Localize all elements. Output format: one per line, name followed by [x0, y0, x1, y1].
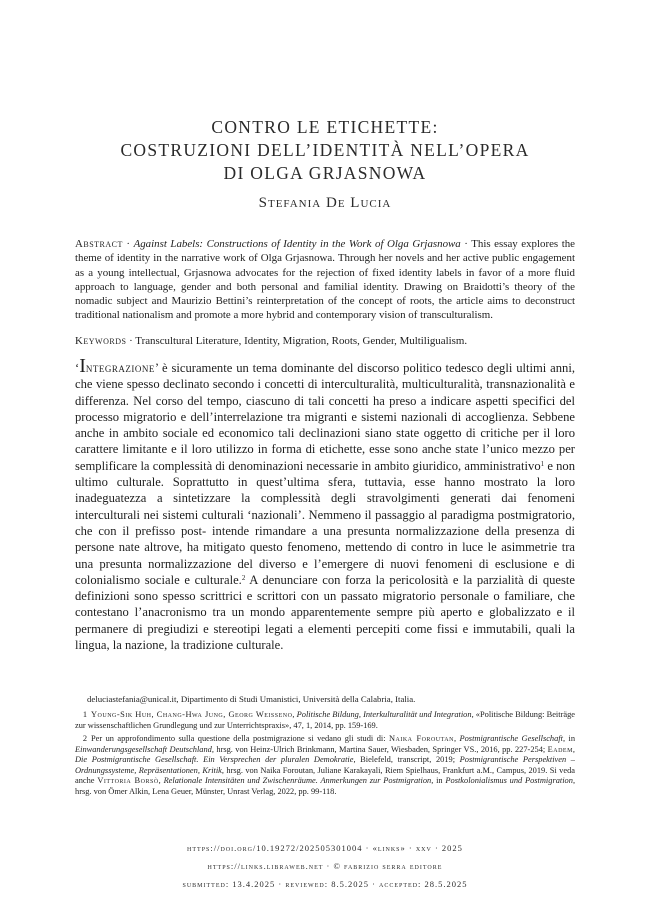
drop-initial: I	[79, 355, 86, 377]
keywords-text: · Transcultural Literature, Identity, Migration, Roots, Gender, Multiligualism.	[126, 335, 468, 347]
body-paragraph	[75, 355, 576, 653]
footnote-2-number: 2	[82, 734, 87, 743]
fn2-text-1: Per un approfondimento sulla questione della postmigrazione si vedano gli studi di:	[91, 734, 389, 743]
fn2-text-6: , in	[431, 776, 446, 786]
fn2-title-3: Die Postmigrantische Gesellschaft. Ein Versprechen der pluralen Demokratie	[75, 755, 354, 765]
fn2-title-2: Einwanderungsgesellschaft Deutschland	[75, 744, 212, 754]
fn2-text-4: , Bielefeld, transcript, 2019;	[353, 755, 460, 765]
abstract-text: · This essay explores the theme of identity in the narrative work of Olga Grjasnowa. Through her novels and her active public engagement as a young intellectual, Grjasnowa advocates for the rejection of fixed identity labels in favor of a more fluid approach to language, gender and both personal and familial identity. Drawing on Braidotti’s theory of the nomadic subject and Maurizio Bettini’s reinterpretation of the concept of roots, the article aims to deconstruct traditional nationalism and promote a more hybrid and contemporary vision of transculturalism.	[75, 238, 575, 322]
keywords	[75, 334, 575, 348]
fn2-text-5: , hrsg. von Naika Foroutan, Juliane Karakayali, Riem Spielhaus, Frankfurt a.M., Campus, 2019. Si veda anche	[75, 765, 575, 786]
fn2-sep-3: ,	[158, 776, 164, 786]
fn2-text-7: , hrsg. von Ömer Alkin, Lena Geuer, Münster, Unrast Verlag, 2022, pp. 99-118.	[75, 776, 576, 796]
body-part-1: ’ è sicuramente un tema dominante del discorso politico tedesco degli ultimi anni, che viene spesso declinato secondo i concetti di interculturalità, multiculturalità, transnazionalità e differenza. Nel corso del tempo, ciascuno di tali concetti ha preso a indicare aspetti specifici del processo migratorio e dell’interrelazione tra migranti e sistemi nazionali di accoglienza. Sebbene anche in ambito sociale ed economico tali declinazioni siano state oggetto di critiche per il loro carattere limitante e il loro utilizzo in forma di etichette, esse sono anche state l’unico mezzo per semplificare la complessità di denominazioni necessarie in ambito giuridico, amministrativo	[75, 361, 575, 473]
title-line-1: CONTRO LE ETICHETTE:	[211, 117, 439, 137]
fn2-sep-1: ,	[453, 734, 460, 743]
footnote-1-title: Politische Bildung, Interkulturalität und Integration	[296, 710, 472, 719]
first-word: ntegrazione	[85, 361, 155, 375]
fn2-author-3: Vittoria Borsò	[97, 776, 159, 786]
keywords-label: Keywords	[75, 335, 127, 347]
footnote-ref-2[interactable]: 2	[241, 573, 246, 582]
body-part-3: A denunciare con forza la pericolosità e la parzialità di queste definizioni sono spesso scrittrici e scrittori con un passato migratorio personale o familiare, che contestano l’anacronismo tra un mondo apparentemente sempre più aperto e globalizzato e il permanere di pregiudizi e stereotipi legati a elementi percepiti come fissi e immutabili, quali la lingua, la nazione, la tradizione culturale.	[75, 572, 575, 653]
author-affiliation: deluciastefania@unical.it, Dipartimento di Studi Umanistici, Università della Calabria, Italia.	[87, 694, 416, 704]
fn2-title-6: Postkolonialismus und Postmigration	[445, 776, 573, 786]
article-title	[0, 116, 650, 185]
abstract-title: Against Labels: Constructions of Identity in the Work of Olga Grjasnowa	[133, 238, 461, 250]
fn2-text-2: , in	[562, 734, 576, 743]
footnote-1-authors: Young-Sik Huh, Chang-Hwa Jung, Georg Weisseno	[91, 710, 293, 719]
abstract	[75, 237, 575, 323]
footnote-ref-1[interactable]: 1	[540, 459, 545, 468]
fn2-title-5: Relationale Intensitäten und Zwischenräume. Anmerkungen zur Postmigration	[163, 776, 432, 786]
fn2-author-2: Eadem	[547, 744, 573, 754]
footnote-1-number: 1	[82, 710, 87, 719]
footnote-1	[75, 710, 575, 731]
abstract-separator: ·	[122, 238, 134, 250]
title-line-3: DI OLGA GRJASNOWA	[223, 163, 427, 183]
footer-website-line[interactable]: https://links.libraweb.net · © fabrizio serra editore	[207, 861, 443, 871]
abstract-label: Abstract	[75, 238, 123, 250]
fn2-text-3: , hrsg. von Heinz-Ulrich Brinkmann, Martina Sauer, Wiesbaden, Springer VS., 2016, pp. 227-254;	[211, 744, 548, 754]
footer-doi-line[interactable]: https://doi.org/10.19272/202505301004 · «links» · xxv · 2025	[187, 843, 463, 853]
fn2-title-1: Postmigrantische Gesellschaft	[459, 734, 563, 743]
fn2-sep-2: ,	[572, 744, 576, 754]
title-line-2: COSTRUZIONI DELL’IDENTITÀ NELL’OPERA	[120, 140, 530, 160]
body-part-2: e non ultimo culturale. Soprattutto in quest’ultima sfera, tuttavia, esse hanno mostrato la loro inadeguatezza a sintetizzare la complessità degli stravolgimenti generati dai fenomeni interculturali nei sistemi culturali ‘nazionali’. Nemmeno il passaggio al paradigma postmigratorio, che con il prefisso post- intende rimandare a una presunta normalizzazione della presenza di persone nate altrove, ha mitigato questo fenomeno, mettendo di contro in luce le asimmetrie tra una presunta normalizzazione del diverso e l’emergere di nuovi fenomeni di esclusione e di colonialismo sociale e culturale.	[75, 458, 576, 587]
fn2-title-4: Postmigrantische Perspektiven – Ordnungssysteme, Repräsentationen, Kritik	[75, 755, 575, 775]
fn2-author-1: Naika Foroutan	[388, 734, 454, 743]
footnote-1-rest: , «Politische Bildung: Beiträge zur wissenschaftlichen Grundlegung und zur Unterrichtspraxis», 47, 1, 2014, pp. 159-169.	[75, 710, 575, 730]
footer-dates-line: submitted: 13.4.2025 · reviewed: 8.5.2025 · accepted: 28.5.2025	[182, 879, 468, 889]
footnote-2	[75, 734, 575, 798]
author-name: Stefania De Lucia	[258, 195, 392, 211]
footnote-1-sep: ,	[292, 710, 297, 719]
body-open-quote: ‘	[75, 361, 80, 375]
